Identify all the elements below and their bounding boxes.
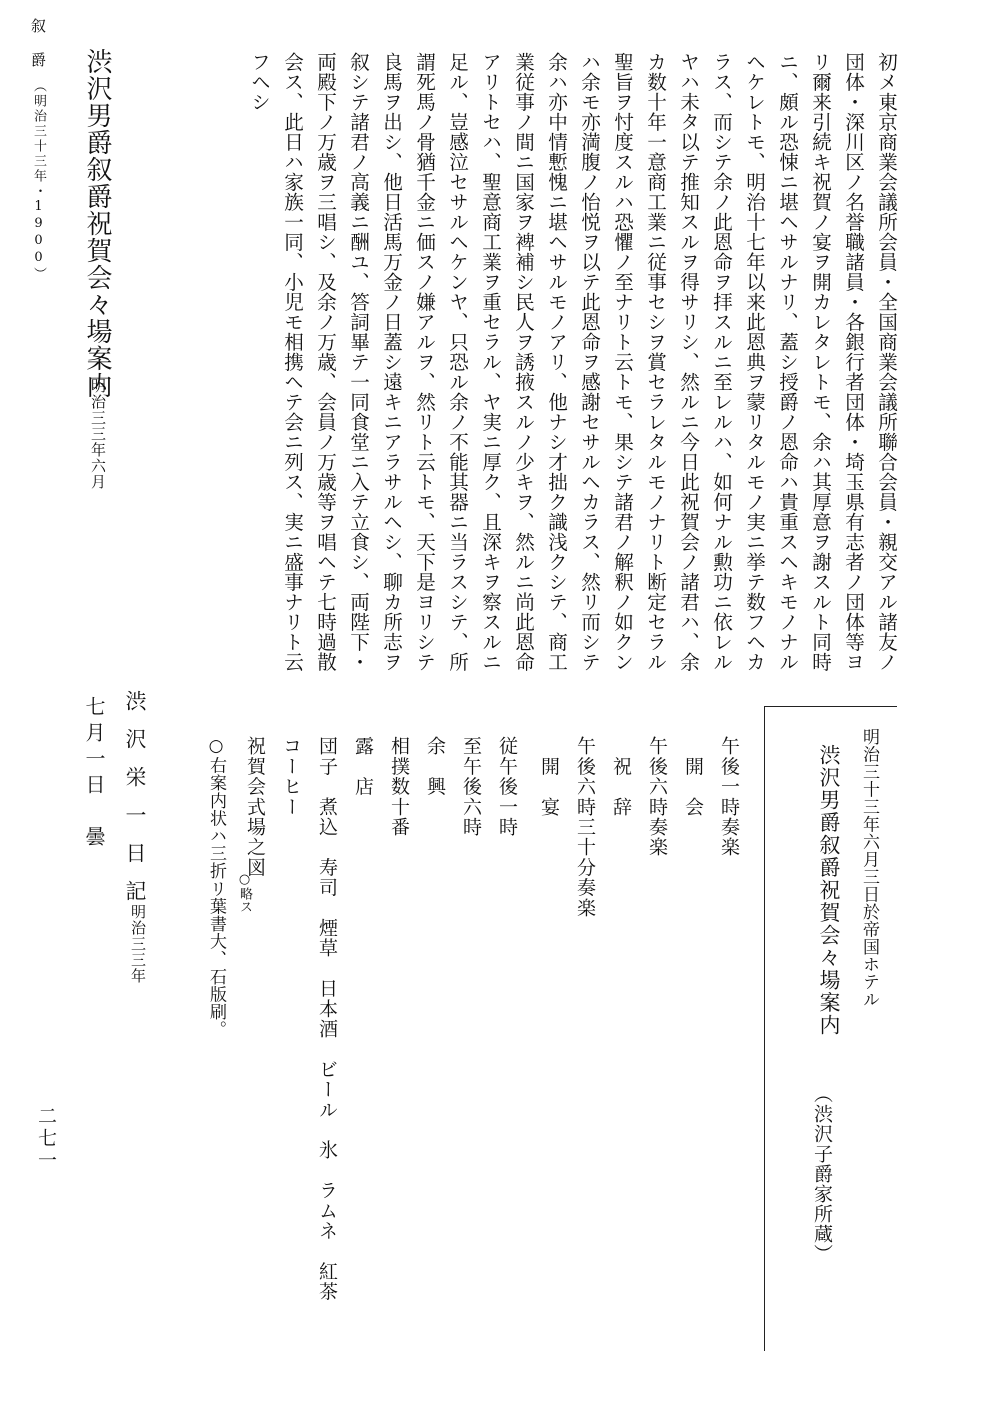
program-item: 祝 辞 [610, 736, 632, 817]
program-item: 至午後六時 [460, 736, 482, 837]
body-column: ニ、頗ル恐悚ニ堪ヘサルナリ、蓋シ授爵ノ恩命ハ貴重スヘキモノナル [775, 52, 799, 672]
running-head-year: （明治三十三年・1900） [31, 79, 46, 282]
program-item: 午後一時奏楽 [718, 736, 740, 858]
body-column: リ爾来引続キ祝賀ノ宴ヲ開カレタレトモ、余ハ其厚意ヲ謝スルト同時 [808, 52, 832, 672]
program-item: 開 会 [682, 736, 704, 817]
program-item: 開 宴 [538, 736, 560, 817]
body-column: 業従事ノ間ニ国家ヲ裨補シ民人ヲ誘掖スルノ少キヲ、然ルニ尚此恩命 [511, 52, 535, 672]
body-column: アリトセハ、聖意商工業ヲ重セラル、ヤ実ニ厚ク、且深キヲ察スルニ [478, 52, 502, 672]
body-column: 足ル、豈感泣セサルヘケンヤ、只恐ル余ノ不能其器ニ当ラスシテ、所 [445, 52, 469, 672]
body-column: 叙シテ諸君ノ高義ニ酬ユ、答詞畢テ一同食堂ニ入テ立食シ、両陛下・ [346, 52, 370, 672]
body-column: ラス、而シテ余ノ此恩命ヲ拝スルニ至レルハ、如何ナル勲功ニ依レル [709, 52, 733, 672]
page-number: 二七一 [35, 1106, 57, 1172]
body-column: ヤハ未タ以テ推知スルヲ得サリシ、然ルニ今日此祝賀会ノ諸君ハ、余 [676, 52, 700, 672]
body-column: 初メ東京商業会議所会員・全国商業会議所聯合会員・親交アル諸友ノ [874, 52, 898, 672]
body-column: カ数十年一意商工業ニ従事セシヲ賞セラレタルモノナリト断定セラル [643, 52, 667, 672]
omitted-note: ○略ス [237, 872, 252, 913]
program-item: 相撲数十番 [388, 736, 410, 837]
body-column: 謂死馬ノ骨猶千金ニ価スノ嫌アルヲ、然リト云トモ、天下是ヨリシテ [412, 52, 436, 672]
body-column: ハ余モ亦満腹ノ怡悦ヲ以テ此恩命ヲ感謝セサルヘカラス、然リ而シテ [577, 52, 601, 672]
body-column: 余ハ亦中情慙愧ニ堪ヘサルモノアリ、他ナシ才拙ク識浅クシテ、商工 [544, 52, 568, 672]
diary-date: 明治三三年 [129, 904, 147, 984]
body-column: 会ス、此日ハ家族一同、小児モ相携ヘテ会ニ列ス、実ニ盛事ナリト云 [280, 52, 304, 672]
diary-title: 渋沢栄一日記 [123, 690, 147, 918]
body-column: 団体・深川区ノ名誉職諸員・各銀行者団体・埼玉県有志者ノ団体等ヨ [841, 52, 865, 672]
running-head [30, 18, 45, 282]
body-column: 聖旨ヲ忖度スルハ恐懼ノ至ナリト云トモ、果シテ諸君ノ解釈ノ如クン [610, 52, 634, 672]
body-column: フヘシ [247, 52, 271, 112]
program-item: 露 店 [352, 736, 374, 797]
program-item: 午後六時三十分奏楽 [574, 736, 596, 918]
program-item: 団子 煮込 寿司 煙草 日本酒 ビール 氷 ラムネ 紅茶 [316, 736, 338, 1302]
body-column: 両殿下ノ万歳ヲ三唱シ、及余ノ万歳、会員ノ万歳等ヲ唱ヘテ七時過散 [313, 52, 337, 672]
diary-entry-date: 七月一日 曇 [82, 696, 106, 852]
program-header-date: 明治三十三年六月三日於帝国ホテル [859, 728, 879, 1008]
body-column: 良馬ヲ出シ、他日活馬万金ノ日蓋シ遠キニアラサルヘシ、聊カ所志ヲ [379, 52, 403, 672]
program-item: 祝賀会式場之図 [244, 736, 266, 878]
program-item: コーヒー [280, 736, 302, 817]
article-title: 渋沢男爵叙爵祝賀会々場案内 [82, 48, 112, 399]
program-note: ○右案内状ハ三折リ葉書大、石版刷。 [206, 736, 226, 1039]
article-date: 明治三三年六月 [89, 378, 107, 490]
program-item: 午後六時奏楽 [646, 736, 668, 858]
source-note: （渋沢子爵家所蔵） [811, 1084, 833, 1264]
program-item: 従午後一時 [496, 736, 518, 837]
body-column: ヘケレトモ、明治十七年以来此恩典ヲ蒙リタルモノ実ニ挙テ数フヘカ [742, 52, 766, 672]
running-head-section: 叙 爵 [29, 18, 47, 69]
program-item: 余 興 [424, 736, 446, 797]
program-title: 渋沢男爵叙爵祝賀会々場案内 [817, 744, 841, 1037]
